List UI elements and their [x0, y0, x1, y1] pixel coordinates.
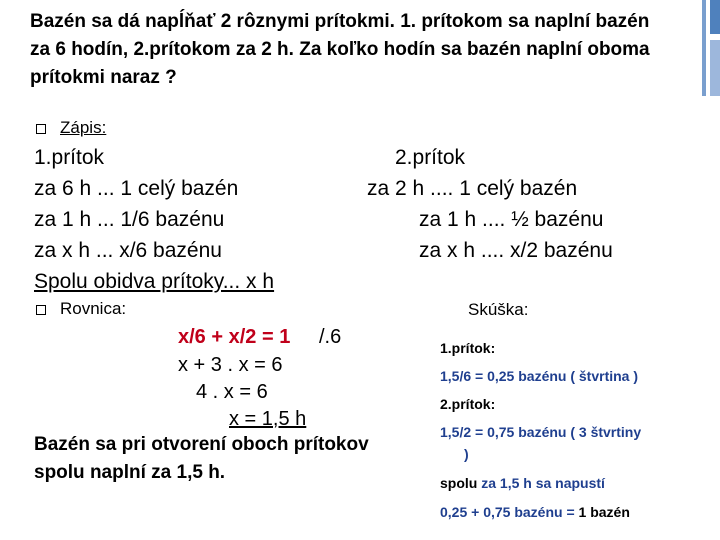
corner-accent-line [702, 0, 706, 96]
conclusion-line-2: spolu naplní za 1,5 h. [34, 462, 226, 483]
check-1-label: 1.prítok: [440, 340, 496, 356]
left-line-2: za 6 h ... 1 celý bazén [34, 177, 239, 200]
left-line-3: za 1 h ... 1/6 bazénu [34, 208, 225, 231]
right-line-3: za 1 h .... ½ bazénu [419, 208, 604, 231]
step-2: 4 . x = 6 [196, 381, 268, 403]
skuska-label: Skúška: [468, 300, 529, 319]
step-3-result: x = 1,5 h [229, 408, 307, 430]
together-line: Spolu obidva prítoky... x h [34, 270, 275, 293]
corner-accent-block [710, 40, 720, 96]
check-2-label: 2.prítok: [440, 396, 496, 412]
right-line-1: 2.prítok [395, 146, 466, 169]
equation-multiplier: /.6 [319, 326, 342, 348]
zapis-label: Zápis: [60, 118, 107, 137]
check-spolu-word: spolu [440, 475, 482, 491]
bullet-icon [36, 124, 46, 134]
check-sum-result: 1 bazén [578, 504, 630, 520]
check-1-calc: 1,5/6 = 0,25 bazénu ( štvrtina ) [440, 368, 639, 384]
rovnica-label: Rovnica: [60, 299, 127, 318]
check-sum-text: 0,25 + 0,75 bazénu = [440, 504, 579, 520]
equation: x/6 + x/2 = 1 [178, 326, 291, 348]
bullet-icon [36, 305, 46, 315]
problem-title: Bazén sa dá napĺňať 2 rôznymi prítokmi. 1. prítokom sa naplní bazén za 6 hodín, 2.prítokom za 2 h. Za koľko hodín sa bazén naplní oboma prítokmi naraz ? [30, 11, 650, 88]
check-spolu-text: za 1,5 h sa napustí [481, 475, 605, 491]
check-sum-line [440, 504, 630, 520]
check-2-calc: 1,5/2 = 0,75 bazénu ( 3 štvrtiny [440, 424, 642, 440]
conclusion-line-1: Bazén sa pri otvorení oboch prítokov [34, 434, 369, 455]
step-1: x + 3 . x = 6 [178, 354, 283, 376]
right-line-4: za x h .... x/2 bazénu [419, 239, 613, 262]
right-line-2: za 2 h .... 1 celý bazén [367, 177, 578, 200]
check-spolu-line [440, 475, 605, 491]
left-line-4: za x h ... x/6 bazénu [34, 239, 222, 262]
left-line-1: 1.prítok [34, 146, 105, 169]
check-2-calc-close: ) [464, 446, 469, 462]
corner-accent-bar [710, 0, 720, 34]
